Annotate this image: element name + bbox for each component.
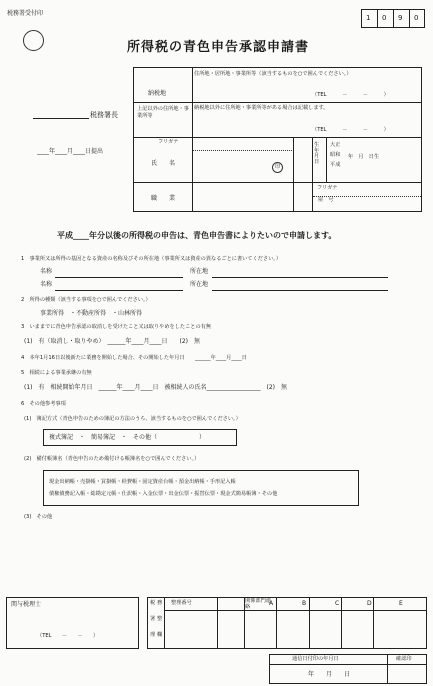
label-yago: 屋 号 [318,197,334,203]
s1-name-input-2[interactable] [55,290,183,291]
seal-icon: 印 [272,162,283,173]
number-digit: 0 [414,14,419,22]
s6-item-1: (1) 簿記方式（青色申告のための簿記の方法のうち、該当するものを○で囲んでください。） [24,416,241,422]
job-input[interactable] [193,185,289,211]
s6-item-3: (3) その他 [24,514,53,520]
s3-heading: 3 いままでに青色申告承認の取消しを受けたこと又は取りやめをしたことの有無 [21,324,212,330]
s1-name-input[interactable] [55,277,183,278]
kakunin-label: 確認印 [396,656,412,662]
label-job: 職 業 [151,195,176,202]
col-a: A [269,600,274,607]
col-e: E [399,600,403,607]
office-side-5: 理 [150,632,156,638]
form-title: 所得税の青色申告承認申請書 [127,40,310,55]
office-suffix: 税務署長 [90,111,118,119]
s1-name-label-2: 名称 [40,281,53,288]
birth-suffix: 年 月 日生 [348,154,380,160]
tax-accountant-tel: （TEL － － ） [37,633,99,639]
stamp-label: 税務署受付印 [7,10,44,17]
office-side-4: 整 [157,616,163,622]
office-name-line [33,118,89,119]
col-d: D [367,600,372,607]
s1-name-label: 名称 [40,268,53,275]
addr-hint: 住所地・居所地・事業所等（該当するものを○で囲んでください。） [194,71,352,77]
ledger-line-1[interactable]: 現金出納帳・売掛帳・買掛帳・経費帳・固定資産台帳・預金出納帳・手形記入帳 [49,479,236,485]
label-name: 氏 名 [151,160,176,167]
submission-date[interactable]: ____年____月____日提出 [37,148,104,155]
number-box [361,9,425,28]
s1-loc-label: 所在地 [190,268,209,275]
col-b: B [302,600,307,607]
office-side-6: 欄 [157,632,163,638]
kankei-label: 関係部門連絡 [245,598,271,610]
s1-loc-label-2: 所在地 [190,281,209,288]
s6-item-2: (2) 備付帳簿名（青色申告のため備付ける帳簿名を○で囲んでください。） [24,456,200,462]
tax-accountant-box[interactable] [6,597,139,649]
s5-item-1[interactable]: (1) 有 相続開始年月日 ______年____月____日 被相続人の氏名__________________ (2) 無 [24,384,287,391]
bookkeeping-box[interactable] [43,429,237,446]
seiri-no-label: 整理番号 [171,600,192,606]
era-taisho[interactable]: 大正 [330,142,341,148]
office-side-3: 署 [150,616,156,622]
date-stamp-box [269,654,427,684]
s2-options[interactable]: 事業所得 ・不動産所得 ・山林所得 [40,310,143,317]
ledger-line-2[interactable]: 債権債務記入帳・総勘定元帳・仕訳帳・入金伝票・出金伝票・振替伝票・現金式簡易帳簿・その他 [49,491,278,497]
label-nozei: 納税地 [148,90,167,97]
s1-loc-input[interactable] [212,277,388,278]
nozei-tel[interactable]: （TEL － － ） [312,92,389,98]
furigana-label: フリガナ [158,139,179,145]
other-addr-tel[interactable]: （TEL － － ） [312,127,389,133]
office-side-2: 務 [157,600,163,606]
s5-heading: 5 相続による事業承継の有無 [21,370,92,376]
office-side-1: 税 [150,600,156,606]
ledger-box[interactable] [43,470,359,506]
s3-item-1[interactable]: (1) 有（取消し・取りやめ） ______年____月____日 (2) 無 [24,338,200,345]
declaration: 平成____年分以後の所得税の申告は、青色申告書によりたいので申請します。 [57,231,337,240]
tsushin-date: 年 月 日 [308,671,351,678]
number-digit: 0 [382,14,387,22]
s4-heading[interactable]: 4 本年1月16日以後新たに業務を開始した場合、その開始した年月日 ______年____月____日 [21,355,247,361]
other-addr-hint: 納税地以外に住所地・事業所等がある場合は記載します。 [194,105,329,111]
number-digit: 1 [366,14,371,22]
punch-hole-icon [23,30,44,51]
s1-loc-input-2[interactable] [212,290,388,291]
yago-furigana: フリガナ [317,185,338,191]
era-showa[interactable]: 昭和 [330,152,341,158]
s2-heading: 2 所得の種類（該当する事項を○で囲んでください。） [21,297,151,303]
bookkeeping-options[interactable]: 複式簿記 ・ 簡易簿記 ・ その他（ ） [49,434,206,441]
col-c: C [335,600,340,607]
era-heisei[interactable]: 平成 [330,162,341,168]
s6-heading: 6 その他参考事項 [21,401,66,407]
tax-accountant-label: 関与税理士 [11,601,42,608]
label-other-addr: 上記以外の住所地・事業所等 [137,106,189,119]
tsushin-label: 通信日付印の年月日 [292,656,339,662]
s1-heading: 1 事業所又は所得の基因となる資産の名称及びその所在地（事業所又は資産の異なるごとに書いてください。） [21,256,282,262]
birth-label: 生年月日 [314,142,320,166]
number-digit: 9 [398,14,403,22]
